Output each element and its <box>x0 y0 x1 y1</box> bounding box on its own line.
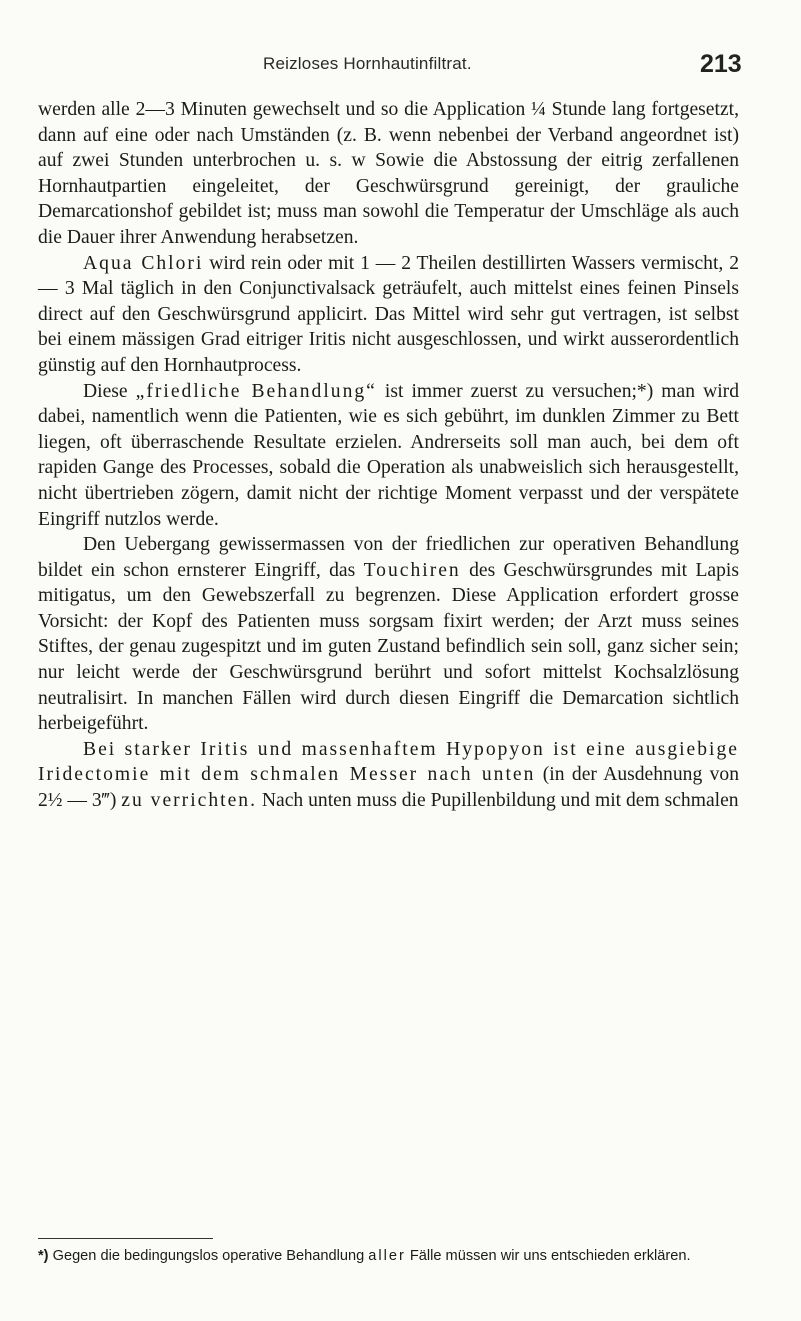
body-text <box>38 97 739 814</box>
paragraph <box>38 379 739 533</box>
emphasized-text: Bei starker Iritis und massenhaftem Hypopyon ist eine ausgiebige Iridectomie mit dem schmalen Messer nach unten <box>38 738 739 786</box>
paragraph <box>38 737 739 814</box>
paragraph <box>38 97 739 251</box>
emphasized-text: aller <box>368 1248 406 1264</box>
page-header <box>0 48 801 82</box>
emphasized-text: Aqua Chlori <box>83 252 204 274</box>
text-segment: wird rein oder mit 1 — 2 Theilen destillirten Wassers vermischt, 2 — 3 Mal täglich in den Conjunctivalsack geträufelt, auch mittelst eines feinen Pinsels direct auf den Geschwürsgrund applicirt. Das Mittel wird sehr gut vertragen, ist selbst bei einem mässigen Grad eitriger Iritis nicht ausgeschlossen, und wirkt ausserordentlich günstig auf den Hornhautprocess. <box>38 252 739 376</box>
text-segment: Den Uebergang gewissermassen von der friedlichen zur operativen Behandlung bildet ein schon ernsterer Eingriff, das <box>38 534 739 581</box>
running-title: Reizloses Hornhautinfiltrat. <box>263 54 472 73</box>
page-number: 213 <box>700 50 742 78</box>
text-segment: Nach unten muss die Pupillenbildung und mit dem schmalen <box>256 790 739 812</box>
footnote <box>38 1247 739 1266</box>
text-segment: Diese <box>83 380 136 402</box>
emphasized-text: Touchiren <box>363 559 461 581</box>
paragraph <box>38 532 739 737</box>
paragraph <box>38 251 739 379</box>
text-segment: des Geschwürsgrundes mit Lapis mitigatus, um den Gewebszerfall zu begrenzen. Diese Application erfordert grosse Vorsicht: der Kopf des Patienten muss sorgsam fixirt werden; der Arzt muss seines Stiftes, der genau zugespitzt und im guten Zustand befindlich sein soll, ganz sicher sein; nur leicht werde der Geschwürsgrund berührt und sofort mittelst Kochsalzlösung neutralisirt. In manchen Fällen wird durch diesen Eingriff die Demarcation sichtlich herbeigeführt. <box>38 559 739 735</box>
text-segment: (in der Ausdehnung von 2½ — 3‴) <box>38 764 739 812</box>
emphasized-text: zu verrichten. <box>121 790 257 812</box>
emphasized-text: „friedliche Behandlung“ <box>135 380 377 402</box>
text-segment: Fälle müssen wir uns entschieden erklären. <box>405 1248 691 1264</box>
footnote-divider <box>38 1238 213 1239</box>
footnote-text <box>49 1248 691 1264</box>
footnote-marker: *) <box>38 1248 49 1264</box>
text-segment: werden alle 2—3 Minuten gewechselt und so die Application ¼ Stunde lang fortgesetzt, dann auf eine oder nach Umständen (z. B. wenn nebenbei der Verband angeordnet ist) auf zwei Stunden unterbrochen u. s. w Sowie die Abstossung der eitrig zerfallenen Hornhautpartien eingeleitet, der Geschwürsgrund gereinigt, der grauliche Demarcationshof gebildet ist; muss man sowohl die Temperatur der Umschläge als auch die Dauer ihrer Anwendung herabsetzen. <box>38 99 739 248</box>
text-segment: Gegen die bedingungslos operative Behandlung <box>48 1248 369 1264</box>
text-segment: ist immer zuerst zu versuchen;*) man wird dabei, namentlich wenn die Patienten, wie es sich gebührt, im dunklen Zimmer zu Bett liegen, oft überraschende Resultate erzielen. Andrerseits soll man auch, bei dem oft rapiden Gange des Processes, sobald die Operation als unabweislich sich herausgestellt, nicht übertrieben zögern, damit nicht der richtige Moment verpasst und der verspätete Eingriff nutzlos werde. <box>38 380 740 530</box>
